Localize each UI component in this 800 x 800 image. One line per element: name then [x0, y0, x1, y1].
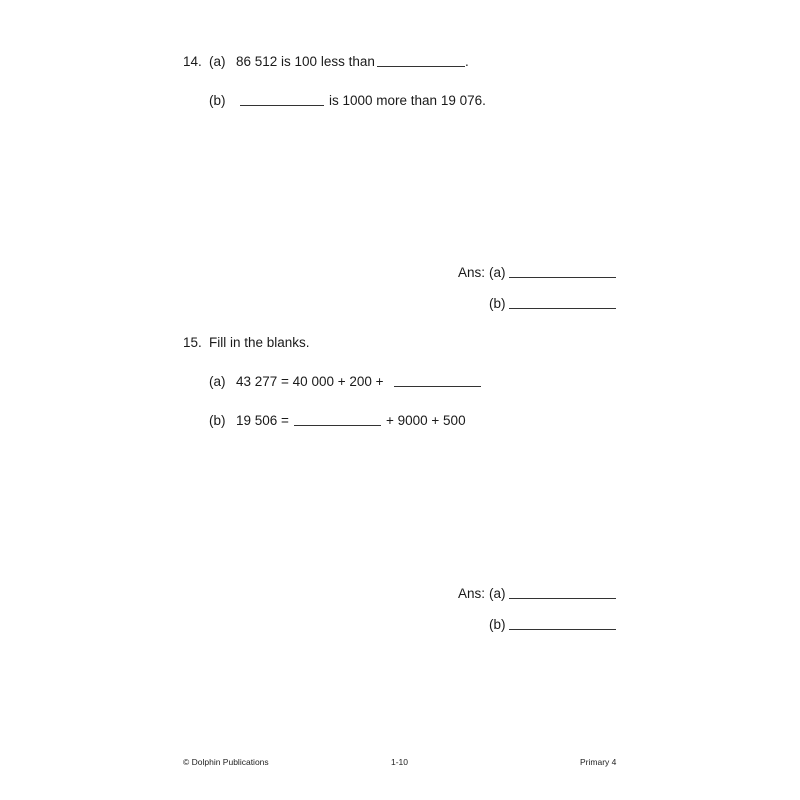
question-15-number: 15. [183, 335, 202, 350]
answer-15-prefix: Ans: [458, 586, 486, 601]
question-15a-blank[interactable] [394, 386, 481, 387]
answer-15b-label: (b) [489, 617, 506, 632]
question-14a-period: . [465, 54, 469, 69]
footer-page-number: 1-10 [391, 757, 409, 767]
question-15a-label: (a) [209, 374, 226, 389]
answer-14a-blank[interactable] [509, 277, 616, 278]
answer-15a-blank[interactable] [509, 598, 616, 599]
question-15-instruction: Fill in the blanks. [209, 335, 310, 350]
question-14-number: 14. [183, 54, 202, 69]
question-14b-text: is 1000 more than 19 076. [329, 93, 486, 108]
question-15b-label: (b) [209, 413, 226, 428]
question-14a-blank[interactable] [377, 66, 465, 67]
question-14a-label: (a) [209, 54, 226, 69]
question-14b-label: (b) [209, 93, 226, 108]
question-15b-text-end: + 9000 + 500 [386, 413, 466, 428]
answer-14a-label: (a) [489, 265, 506, 280]
answer-15a-label: (a) [489, 586, 506, 601]
answer-14b-label: (b) [489, 296, 506, 311]
question-15b-blank[interactable] [294, 425, 381, 426]
answer-14-prefix: Ans: [458, 265, 486, 280]
answer-15b-blank[interactable] [509, 629, 616, 630]
question-14b-blank[interactable] [240, 105, 324, 106]
footer-level: Primary 4 [580, 757, 617, 767]
answer-14b-blank[interactable] [509, 308, 616, 309]
question-14a-text: 86 512 is 100 less than [236, 54, 375, 69]
footer-publisher: © Dolphin Publications [183, 757, 269, 767]
question-15b-text-start: 19 506 = [236, 413, 289, 428]
question-15a-text: 43 277 = 40 000 + 200 + [236, 374, 384, 389]
